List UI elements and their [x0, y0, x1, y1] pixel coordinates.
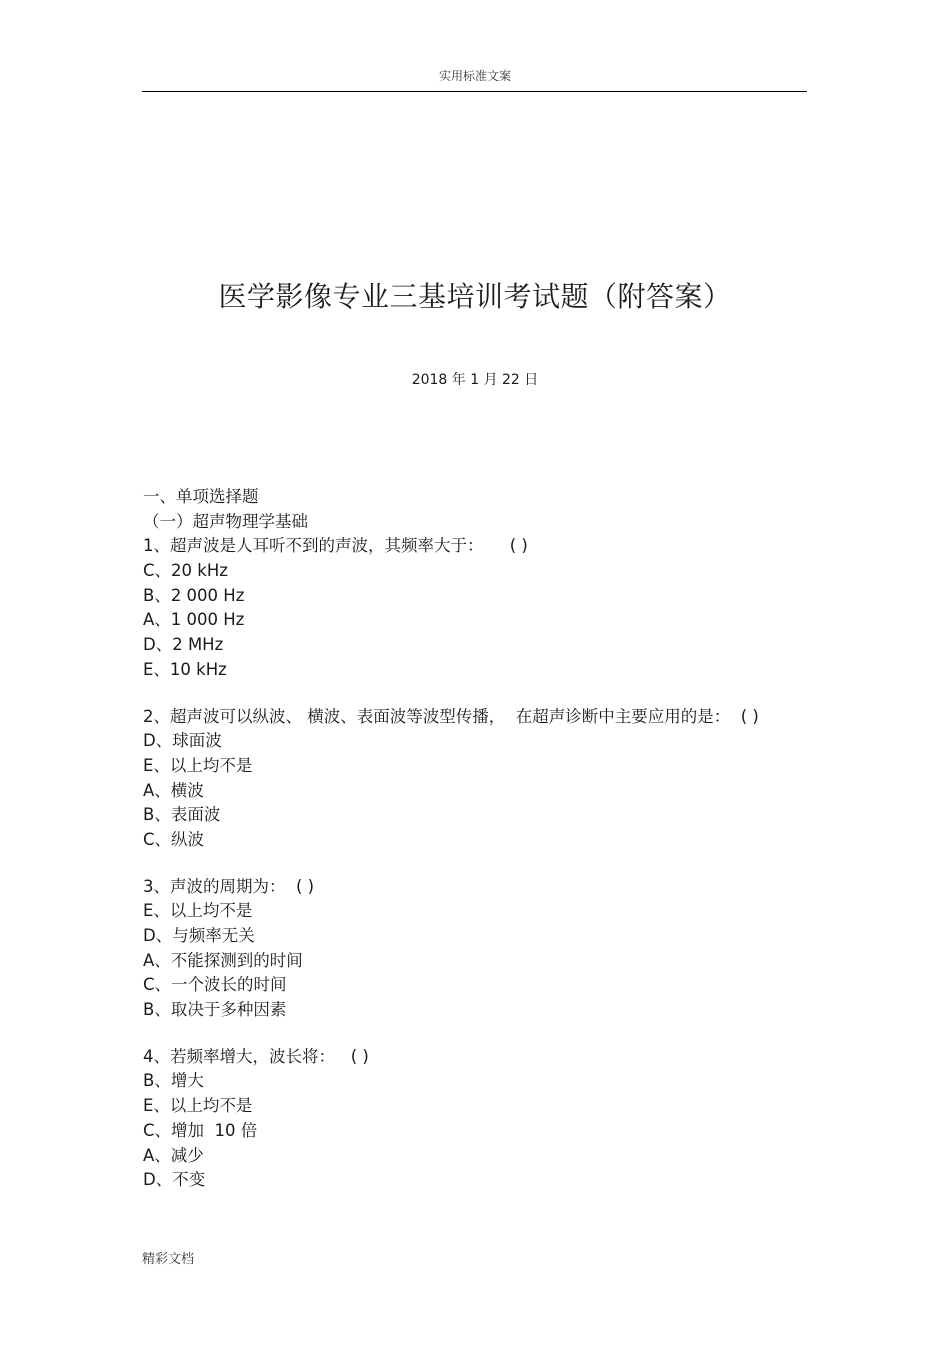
question-1: [143, 534, 823, 682]
header-divider: [142, 91, 807, 92]
answer-option: E、以上均不是: [143, 901, 253, 921]
answer-option: B、增大: [143, 1071, 204, 1091]
answer-option: C、20 kHz: [143, 561, 228, 581]
question-3: [143, 875, 823, 1023]
answer-option: B、表面波: [143, 805, 221, 825]
question-stem: 4、若频率增大，波长将： ( ): [143, 1046, 369, 1066]
answer-option: D、不变: [143, 1170, 206, 1190]
document-title: 医学影像专业三基培训考试题（附答案）: [218, 280, 732, 313]
section-heading: 一、单项选择题: [143, 487, 259, 506]
question-stem: 3、声波的周期为： ( ): [143, 876, 315, 896]
answer-option: C、一个波长的时间: [143, 975, 287, 995]
answer-option: A、横波: [143, 780, 204, 800]
question-4: [143, 1045, 823, 1193]
answer-option: A、不能探测到的时间: [143, 950, 303, 970]
page-footer: 精彩文档: [142, 1252, 195, 1267]
document-date: 2018 年 1 月 22 日: [411, 372, 539, 388]
answer-option: C、纵波: [143, 829, 205, 849]
answer-option: B、取决于多种因素: [143, 1000, 287, 1020]
answer-option: A、1 000 Hz: [143, 610, 245, 630]
question-2: [143, 705, 823, 853]
page-header: 实用标准文案: [438, 69, 511, 83]
answer-option: E、以上均不是: [143, 1096, 253, 1116]
answer-option: D、与频率无关: [143, 926, 255, 945]
answer-option: D、球面波: [143, 731, 222, 751]
document-body: [143, 485, 823, 1193]
answer-option: E、10 kHz: [143, 659, 227, 679]
answer-option: D、2 MHz: [143, 635, 224, 655]
answer-option: E、以上均不是: [143, 755, 253, 775]
question-stem: 1、超声波是人耳听不到的声波，其频率大于： ( ): [143, 536, 528, 556]
answer-option: B、2 000 Hz: [143, 585, 245, 605]
answer-option: C、增加 10 倍: [143, 1120, 258, 1140]
answer-option: A、减少: [143, 1145, 204, 1165]
question-stem: 2、超声波可以纵波、 横波、表面波等波型传播， 在超声诊断中主要应用的是： ( ): [143, 706, 759, 726]
section-subheading: （一）超声物理学基础: [143, 511, 308, 531]
